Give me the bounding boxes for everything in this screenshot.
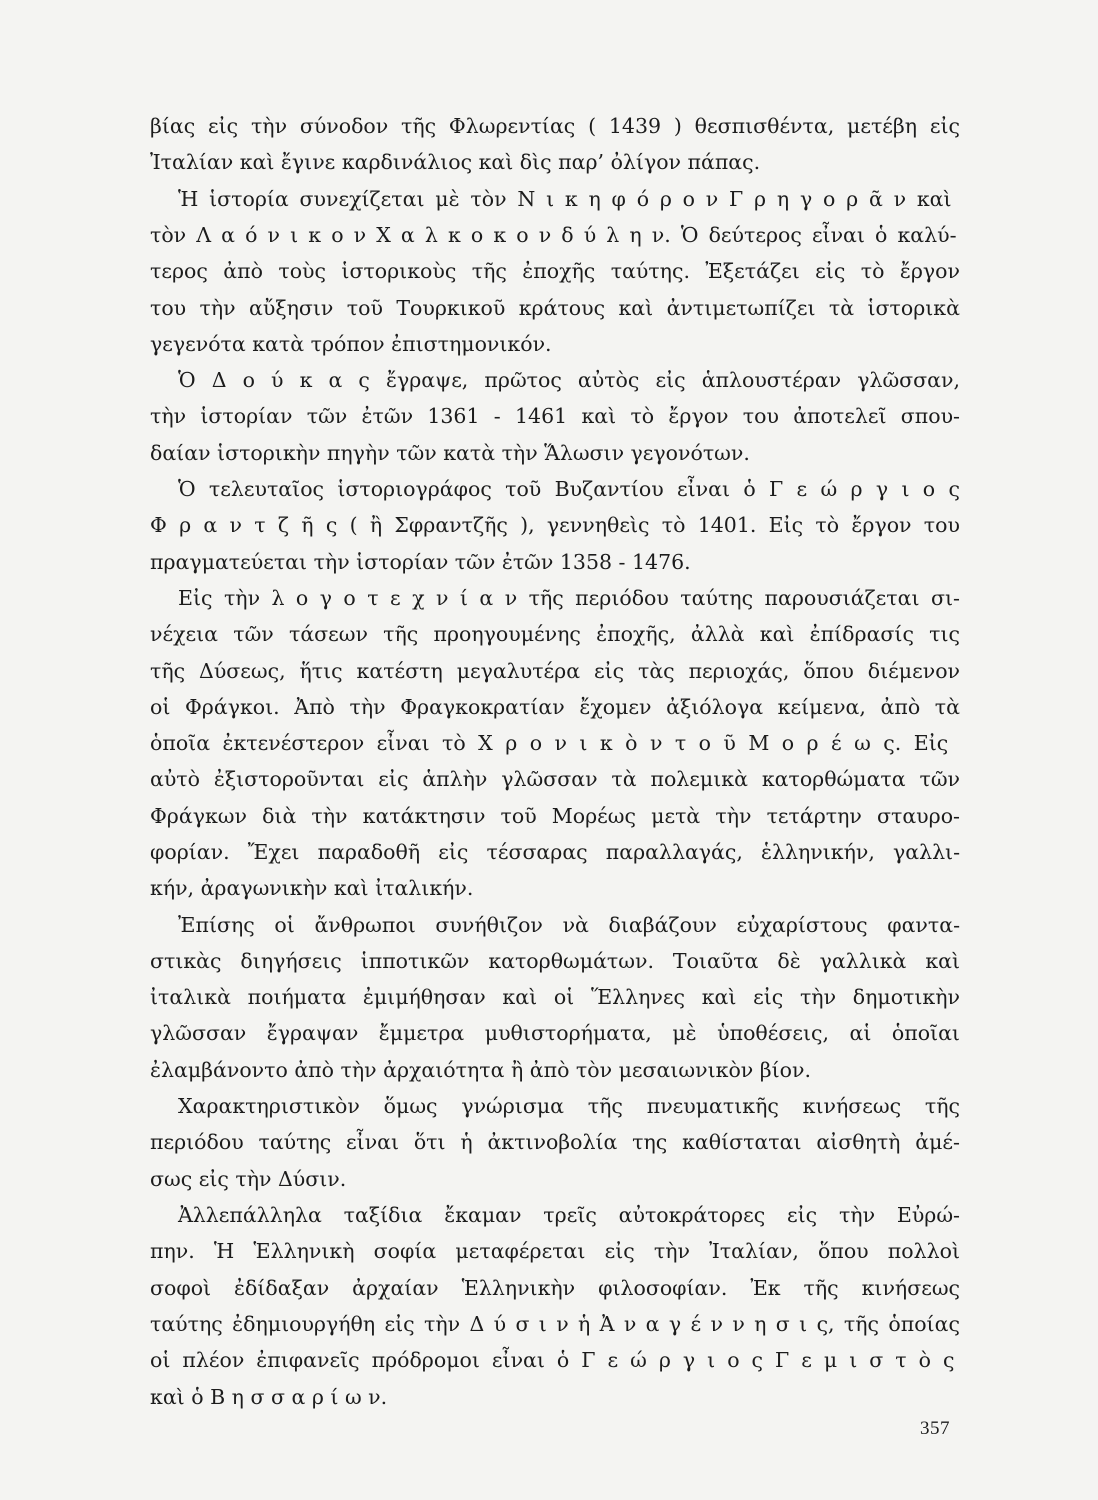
text-line: Ἀλλεπάλληλα ταξίδια ἔκαμαν τρεῖς αὐτοκράτορες εἰς τὴν Εὐρώ- — [178, 1203, 960, 1227]
page-number: 357 — [920, 1418, 950, 1439]
text-line: Ὁ τελευταῖος ἱστοριογράφος τοῦ Βυζαντίου εἶναι ὁ Γ ε ώ ρ γ ι ο ς — [178, 477, 960, 501]
text-line: οἱ πλέον ἐπιφανεῖς πρόδρομοι εἶναι ὁ Γ ε ώ ρ γ ι ο ς Γ ε μ ι σ τ ὸ ς — [150, 1348, 955, 1372]
text-line: Χαρακτηριστικὸν ὅμως γνώρισμα τῆς πνευματικῆς κινήσεως τῆς — [178, 1094, 960, 1118]
text-line: του τὴν αὔξησιν τοῦ Τουρκικοῦ κράτους καὶ ἀντιμετωπίζει τὰ ἱστορικὰ — [150, 296, 960, 320]
text-line: νέχεια τῶν τάσεων τῆς προηγουμένης ἐποχῆς, ἀλλὰ καὶ ἐπίδρασίς τις — [150, 622, 961, 646]
text-line: περιόδου ταύτης εἶναι ὅτι ἡ ἀκτινοβολία της καθίσταται αἰσθητὴ ἀμέ- — [150, 1130, 960, 1154]
text-line: σως εἰς τὴν Δύσιν. — [150, 1167, 347, 1191]
text-line: βίας εἰς τὴν σύνοδον τῆς Φλωρεντίας ( 1439 ) θεσπισθέντα, μετέβη εἰς — [150, 114, 960, 138]
text-line: ἰταλικὰ ποιήματα ἐμιμήθησαν καὶ οἱ Ἕλληνες καὶ εἰς τὴν δημοτικὴν — [150, 985, 960, 1009]
text-line: πραγματεύεται τὴν ἱστορίαν τῶν ἐτῶν 1358 - 1476. — [150, 550, 691, 574]
text-line: καὶ ὁ Β η σ σ α ρ ί ω ν. — [150, 1385, 388, 1409]
text-line: φορίαν. Ἔχει παραδοθῆ εἰς τέσσαρας παραλλαγάς, ἑλληνικήν, γαλλι- — [150, 840, 961, 864]
text-line: ὁποῖα ἐκτενέστερον εἶναι τὸ Χ ρ ο ν ι κ ὸ ν τ ο ῦ Μ ο ρ έ ω ς. Εἰς — [150, 731, 949, 755]
text-line: γλῶσσαν ἔγραψαν ἔμμετρα μυθιστορήματα, μὲ ὑποθέσεις, αἱ ὁποῖαι — [150, 1021, 960, 1045]
text-line: γεγενότα κατὰ τρόπον ἐπιστημονικόν. — [150, 332, 552, 356]
text-line: δαίαν ἱστορικὴν πηγὴν τῶν κατὰ τὴν Ἅλωσιν γεγονότων. — [150, 441, 750, 465]
text-line: Ἐπίσης οἱ ἄνθρωποι συνήθιζον νὰ διαβάζουν εὐχαρίστους φαντα- — [178, 913, 960, 937]
text-line: Εἰς τὴν λ ο γ ο τ ε χ ν ί α ν τῆς περιόδου ταύτης παρουσιάζεται σι- — [178, 586, 960, 610]
text-line: Ἡ ἱστορία συνεχίζεται μὲ τὸν Ν ι κ η φ ό ρ ο ν Γ ρ η γ ο ρ ᾶ ν καὶ — [178, 187, 952, 211]
text-line: Φράγκων διὰ τὴν κατάκτησιν τοῦ Μορέως μετὰ τὴν τετάρτην σταυρο- — [150, 804, 960, 828]
text-line: Ἰταλίαν καὶ ἔγινε καρδινάλιος καὶ δὶς παρ’ ὀλίγον πάπας. — [150, 150, 761, 174]
text-line: κήν, ἀραγωνικὴν καὶ ἰταλικήν. — [150, 876, 474, 900]
text-line: οἱ Φράγκοι. Ἀπὸ τὴν Φραγκοκρατίαν ἔχομεν ἀξιόλογα κείμενα, ἀπὸ τὰ — [150, 695, 960, 719]
text-line: ταύτης ἐδημιουργήθη εἰς τὴν Δ ύ σ ι ν ἡ Ἀ ν α γ έ ν ν η σ ι ς, τῆς ὁποίας — [150, 1312, 960, 1336]
text-line: τῆς Δύσεως, ἥτις κατέστη μεγαλυτέρα εἰς τὰς περιοχάς, ὅπου διέμενον — [150, 659, 961, 683]
text-line: πην. Ἡ Ἑλληνικὴ σοφία μεταφέρεται εἰς τὴν Ἰταλίαν, ὅπου πολλοὶ — [150, 1239, 960, 1263]
text-line: τερος ἀπὸ τοὺς ἱστορικοὺς τῆς ἐποχῆς ταύτης. Ἐξετάζει εἰς τὸ ἔργον — [150, 259, 960, 283]
text-line: στικὰς διηγήσεις ἱπποτικῶν κατορθωμάτων. Τοιαῦτα δὲ γαλλικὰ καὶ — [150, 949, 961, 973]
text-line: τὸν Λ α ό ν ι κ ο ν Χ α λ κ ο κ ο ν δ ύ λ η ν. Ὁ δεύτερος εἶναι ὁ καλύ- — [150, 223, 957, 247]
text-line: Ὁ Δ ο ύ κ α ς ἔγραψε, πρῶτος αὐτὸς εἰς ἁπλουστέραν γλῶσσαν, — [178, 368, 960, 392]
text-line: ἐλαμβάνοντο ἀπὸ τὴν ἀρχαιότητα ἢ ἀπὸ τὸν μεσαιωνικὸν βίον. — [150, 1058, 811, 1082]
text-line: τὴν ἱστορίαν τῶν ἐτῶν 1361 - 1461 καὶ τὸ ἔργον του ἀποτελεῖ σπου- — [150, 404, 960, 428]
text-line: σοφοὶ ἐδίδαξαν ἀρχαίαν Ἑλληνικὴν φιλοσοφίαν. Ἐκ τῆς κινήσεως — [150, 1276, 961, 1300]
text-line: αὐτὸ ἐξιστοροῦνται εἰς ἁπλὴν γλῶσσαν τὰ πολεμικὰ κατορθώματα τῶν — [150, 767, 961, 791]
text-line: Φ ρ α ν τ ζ ῆ ς ( ἢ Σφραντζῆς ), γεννηθεὶς τὸ 1401. Εἰς τὸ ἔργον του — [150, 513, 960, 537]
